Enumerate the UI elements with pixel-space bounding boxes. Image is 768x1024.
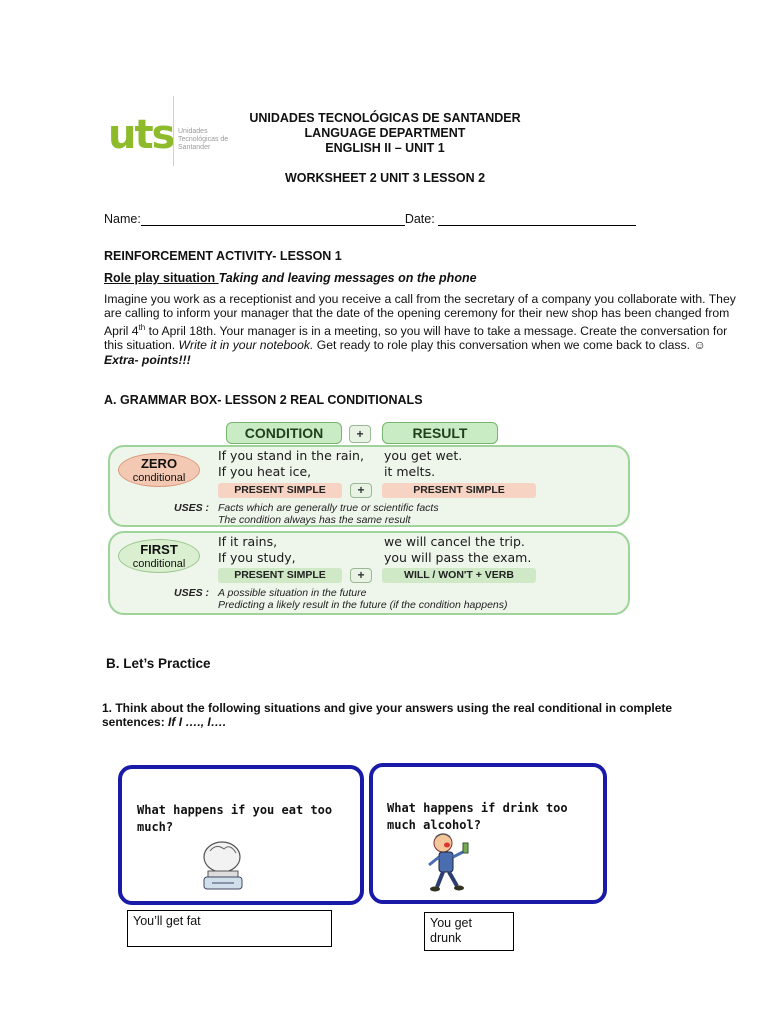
zero-subtitle: conditional [132, 472, 186, 484]
zero-tag-present-simple-right: PRESENT SIMPLE [382, 483, 536, 498]
first-condition-1: If it rains, [218, 534, 278, 549]
condition-header: CONDITION [226, 422, 342, 444]
first-plus: + [350, 568, 372, 583]
first-result-2: you will pass the exam. [384, 550, 532, 565]
date-label: Date: [404, 212, 435, 226]
zero-condition-1: If you stand in the rain, [218, 448, 364, 463]
grammar-box [104, 420, 630, 615]
situation-card-drink [369, 763, 607, 904]
answer-drink-line1: You get [430, 916, 472, 930]
name-date-row [104, 212, 636, 226]
extra-points: ☺Extra- points!!! [104, 338, 706, 367]
zero-conditional-panel [108, 445, 630, 527]
card-eat-line2: much? [137, 820, 174, 834]
first-condition-2: If you study, [218, 550, 296, 565]
roleplay-line [104, 271, 477, 285]
instructions-part-1: Imagine you work as a receptionist and you receive a call from the secretary of a company you collaborate with. They are calling to inform your manager that the date of the opening ceremony for their new shop has been changed from April 4 [104, 292, 736, 338]
first-conditional-panel [108, 531, 630, 615]
roleplay-label: Role play situation [104, 271, 219, 285]
practice-heading: B. Let’s Practice [106, 656, 211, 671]
grammar-heading: A. GRAMMAR BOX- LESSON 2 REAL CONDITIONALS [104, 393, 423, 407]
header-plus: + [349, 425, 371, 443]
first-uses-2: Predicting a likely result in the future (if the condition happens) [218, 599, 508, 611]
zero-conditional-badge [118, 453, 200, 487]
answer-box-drink[interactable] [424, 912, 514, 951]
first-subtitle: conditional [132, 558, 186, 570]
roleplay-title: Taking and leaving messages on the phone [218, 271, 477, 285]
result-header: RESULT [382, 422, 498, 444]
zero-tag-present-simple-left: PRESENT SIMPLE [218, 483, 342, 498]
logo-subtitle: Unidades Tecnológicas de Santander [178, 128, 229, 151]
first-title: FIRST [140, 542, 178, 557]
situation-card-eat [118, 765, 364, 905]
question-pattern: If I …., I…. [168, 715, 227, 729]
name-field[interactable] [141, 212, 405, 226]
first-tag-present-simple: PRESENT SIMPLE [218, 568, 342, 583]
instructions-paragraph [104, 292, 736, 367]
institution-name: UNIDADES TECNOLÓGICAS DE SANTANDER [249, 111, 521, 125]
course-name: ENGLISH II – UNIT 1 [325, 141, 445, 155]
department-name: LANGUAGE DEPARTMENT [304, 126, 466, 140]
card-drink-line1: What happens if drink too [387, 801, 568, 815]
drunk-man-icon [423, 829, 479, 893]
reinforcement-heading: REINFORCEMENT ACTIVITY- LESSON 1 [104, 249, 342, 263]
logo-divider [173, 96, 174, 166]
instructions-part-3: Get ready to role play this conversation when we come back to class. [313, 338, 694, 353]
ordinal-suffix: th [138, 322, 146, 332]
instructions-part-2: to April 18th. Your manager is in a meeting, so you will have to take a message. Create the conversation for this situation. [104, 323, 728, 353]
answer-box-eat[interactable] [127, 910, 332, 947]
instructions-notebook: Write it in your notebook. [178, 338, 314, 353]
first-uses-label: USES : [174, 587, 210, 599]
first-conditional-badge [118, 539, 200, 573]
zero-uses-1: Facts which are generally true or scientific facts [218, 502, 439, 514]
first-uses-1: A possible situation in the future [218, 587, 367, 599]
zero-result-2: it melts. [384, 464, 436, 479]
answer-drink-line2: drunk [430, 931, 462, 945]
zero-uses-2: The condition always has the same result [218, 514, 411, 526]
zero-uses-label: USES : [174, 502, 210, 514]
logo-brand: uts [108, 112, 174, 158]
zero-title: ZERO [140, 456, 178, 471]
card-eat-line1: What happens if you eat too [137, 803, 333, 817]
practice-question [102, 701, 712, 729]
first-result-1: we will cancel the trip. [384, 534, 525, 549]
worksheet-title: WORKSHEET 2 UNIT 3 LESSON 2 [284, 171, 486, 185]
overeating-figure-icon [194, 835, 254, 893]
zero-condition-2: If you heat ice, [218, 464, 312, 479]
answer-eat: You’ll get fat [133, 914, 201, 928]
zero-plus: + [350, 483, 372, 498]
question-text: 1. Think about the following situations and give your answers using the real conditional in complete sentences: [102, 701, 673, 729]
first-tag-will-wont-verb: WILL / WON'T + VERB [382, 568, 536, 583]
card-drink-line2: much alcohol? [387, 818, 481, 832]
name-label: Name: [104, 212, 141, 226]
date-field[interactable] [438, 212, 636, 226]
zero-result-1: you get wet. [384, 448, 463, 463]
